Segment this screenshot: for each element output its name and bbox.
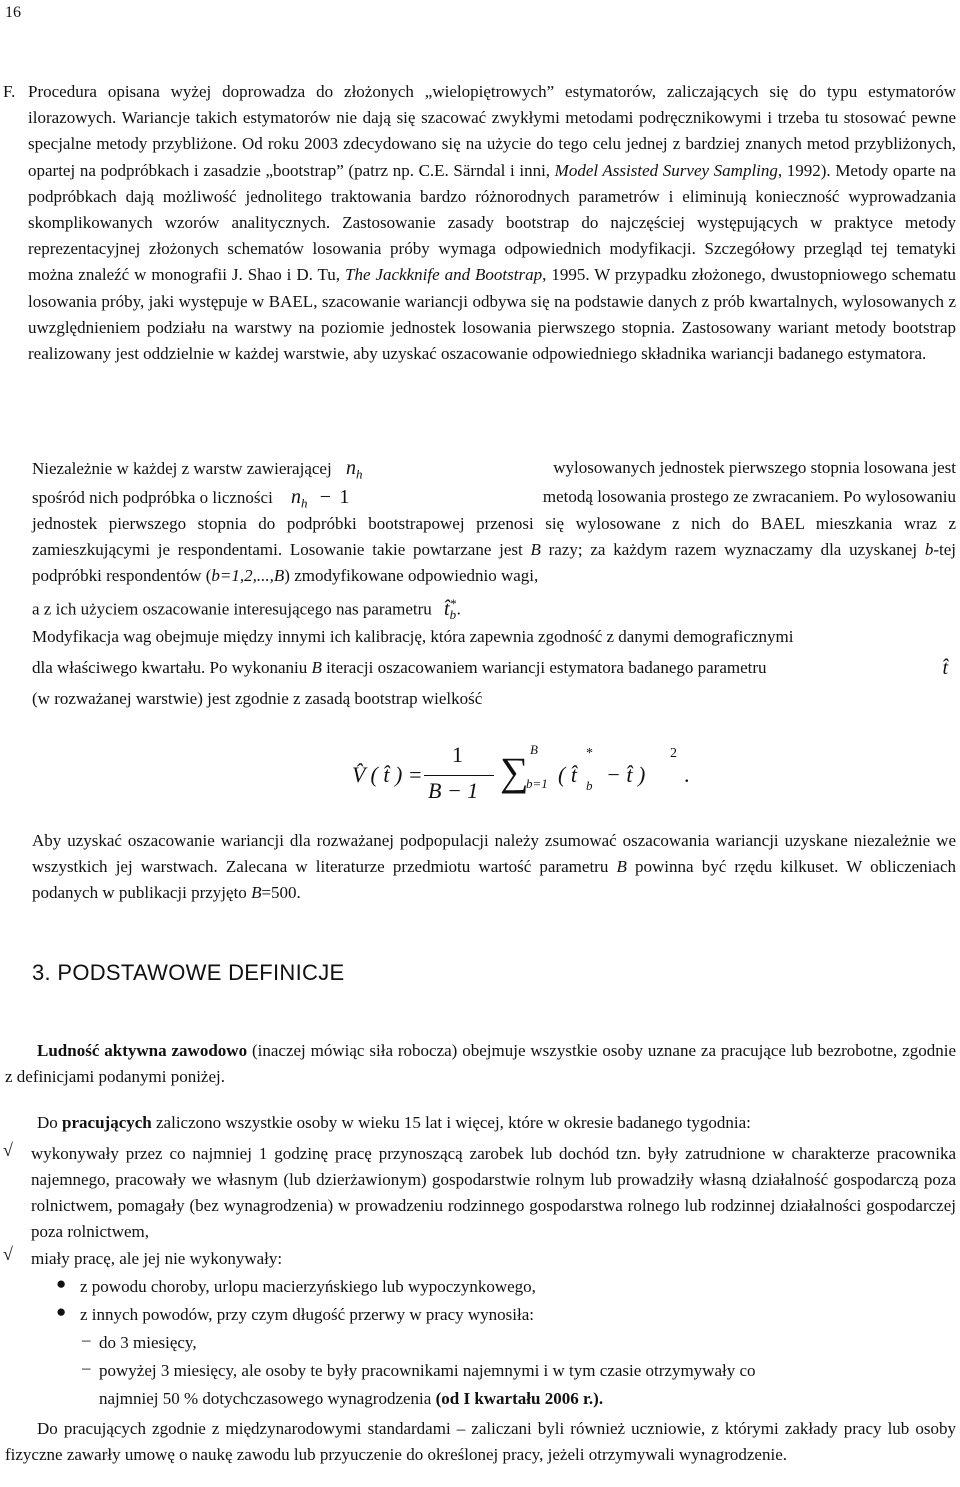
dash-item-2-line2: [99, 1386, 603, 1412]
term-pracujacy: pracujących: [62, 1113, 152, 1132]
math-n: n: [345, 457, 356, 479]
para2-rest-d: ) zmodyfikowane odpowiednio wagi,: [284, 566, 539, 586]
var-B-3: B: [616, 857, 627, 877]
formula-term: ( t̂: [558, 762, 577, 787]
para3-l3: (w rozważanej warstwie) jest zgodnie z zasadą bootstrap wielkość: [32, 689, 483, 708]
paragraph-f-text-1: Procedura opisana wyżej doprowadza do złożonych „wielopiętrowych” estymatorów, zaliczających się do typu estymatorów ilorazowych. Wariancje takich estymatorów nie dają się szacować zwykłymi metodami podręcznikowymi i trzeba tu stosować pewne specjalne metody przybliżone. Od roku 2003 zdecydowano się na użycie do tego celu jednej z bardziej znanych metod przybliżonych, opartej na podpróbkach i zasadzie „bootstrap” (patrz np. C.E. Särndal i inni,: [28, 82, 956, 180]
book-title-jackknife: The Jackknife and Bootstrap: [345, 265, 543, 285]
check-icon: √: [3, 1244, 13, 1264]
para6-pre: Do: [37, 1113, 63, 1132]
math-star: *: [450, 596, 457, 611]
sum-symbol: ∑: [500, 749, 529, 794]
para5-text: (inaczej mówiąc siła robocza) obejmuje wszystkie osoby uznane za pracujące lub bezrobotne, zgodnie z definicjami podanymi poniżej.: [5, 1041, 957, 1087]
math-minus: −: [319, 486, 332, 508]
dash-icon: –: [82, 1330, 91, 1349]
para2-rest-c: -tej podpróbki respondentów (: [32, 540, 956, 586]
para2-line1: [32, 455, 956, 487]
term-ludnosc-aktywna: Ludność aktywna zawodowo: [37, 1041, 248, 1060]
dash-item-1: do 3 miesięcy,: [99, 1333, 197, 1352]
math-n-2: n: [291, 486, 302, 508]
var-range: b=1,2,...,B: [211, 566, 285, 586]
formula-end: .: [684, 762, 690, 787]
variance-formula: [352, 742, 732, 812]
para3-line1: [32, 624, 793, 650]
fraction-bar: [424, 775, 494, 776]
para6-text: zaliczono wszystkie osoby w wieku 15 lat i więcej, które w okresie badanego tygodnia:: [151, 1113, 751, 1132]
math-t-hat-2: t̂: [942, 657, 948, 679]
para3-l2b: iteracji oszacowaniem wariancji estymatora badanego parametru: [326, 658, 767, 677]
para2-rest-b: razy; za każdym razem wyznaczamy dla uzyskanej: [540, 540, 925, 560]
dash-item-2-line1: powyżej 3 miesięcy, ale osoby te były pracownikami najemnymi i w tym czasie otrzymywały co: [99, 1361, 756, 1380]
dash-item-2-text: najmniej 50 % dotychczasowego wynagrodzenia: [99, 1389, 436, 1408]
var-b: b: [924, 540, 934, 560]
bullet-icon: ●: [56, 1302, 67, 1321]
formula-power: 2: [670, 746, 677, 761]
formula-term-sub: b: [586, 778, 593, 793]
var-B-2: B: [311, 658, 322, 677]
bullet-item-1: z powodu choroby, urlopu macierzyńskiego lub wypoczynkowego,: [80, 1277, 536, 1296]
check-icon: √: [3, 1140, 13, 1160]
para2-last-line: [32, 591, 461, 628]
para4-b: powinna być rzędu kilkuset. W obliczeniach podanych w publikacji przyjęto: [32, 857, 956, 903]
para4-a: Aby uzyskać oszacowanie wariancji dla rozważanej podpopulacji należy zsumować oszacowania wariancji uzyskane niezależnie we wszystkich jej warstwach. Zalecana w literaturze przedmiotu wartość parametru: [32, 831, 956, 877]
para3-l1: Modyfikacja wag obejmuje między innymi ich kalibrację, która zapewnia zgodność z danymi demograficznymi: [32, 627, 794, 646]
para2-line2-a: spośród nich podpróbka o liczności: [32, 488, 273, 507]
formula-numerator: 1: [452, 742, 463, 767]
para2-line2-b: metodą losowania prostego ze zwracaniem. Po wylosowaniu: [542, 487, 956, 506]
math-one: 1: [339, 486, 350, 508]
check-item-2: miały pracę, ale jej nie wykonywały:: [31, 1249, 283, 1268]
sum-upper: B: [530, 742, 538, 757]
math-sub-h: h: [355, 466, 363, 482]
book-title-model-assisted: Model Assisted Survey Sampling: [554, 160, 778, 180]
formula-term-rest: − t̂ ): [606, 762, 646, 787]
para4-c: =500.: [261, 883, 301, 903]
para3-line2: [32, 655, 956, 681]
paragraph-f: [28, 79, 956, 367]
math-sub-b: b: [449, 607, 457, 623]
formula-denominator: B − 1: [428, 778, 479, 803]
para2-rest: [32, 511, 956, 590]
para2-last-a: a z ich użyciem oszacowanie interesującego nas parametru: [32, 599, 432, 619]
period: .: [456, 599, 461, 619]
para3-line3: [32, 686, 482, 712]
formula-term-sup: *: [586, 746, 593, 761]
dash-item-2-bold: (od I kwartału 2006 r.).: [435, 1389, 604, 1408]
para5: [5, 1038, 956, 1090]
bullet-icon: ●: [56, 1274, 67, 1293]
paragraph-f-text-3: , 1995. W przypadku złożonego, dwustopniowego schematu losowania próby, jaki występuje w BAEL, szacowanie wariancji odbywa się na podstawie danych z prób kwartalnych, wylosowanych z uwzględnieniem podziału na warstwy na poziomie jednostek losowania pierwszego stopnia. Zastosowany wariant metody bootstrap realizowany jest oddzielnie w każdej warstwie, aby uzyskać oszacowanie odpowiedniego składnika wariancji badanego estymatora.: [28, 265, 956, 364]
para2-line1-b: wylosowanych jednostek pierwszego stopnia losowana jest: [553, 458, 956, 477]
paragraph-f-text-2: , 1992). Metody oparte na podpróbkach dają możliwość jednolitego traktowania bardzo różnorodnych parametrów i eliminują konieczność wyprowadzania skomplikowanych wzorów analitycznych. Zastosowanie zasady bootstrap do najczęściej występujących w praktyce metody reprezentacyjnej złożonych schematów losowania próby wymaga odpowiednich modyfikacji. Szczegółowy przegląd tej tematyki można znaleźć w monografii J. Shao i D. Tu,: [28, 160, 956, 285]
dash-icon: –: [82, 1358, 91, 1377]
para7: Do pracujących zgodnie z międzynarodowymi standardami – zaliczani byli również uczniowie, z którymi zakłady pracy lub osoby fizyczne zawarły umowę o naukę zawodu lub przyuczenie do określonej pracy, jeżeli otrzymywali wynagrodzenie.: [5, 1419, 956, 1465]
para4: [32, 828, 956, 907]
math-t-hat: t̂: [444, 597, 450, 620]
para3-l2a: dla właściwego kwartału. Po wykonaniu: [32, 658, 308, 677]
var-B: B: [530, 540, 541, 560]
check-item-1: wykonywały przez co najmniej 1 godzinę pracę przynoszącą zarobek lub dochód tzn. były zatrudnione w charakterze pracownika najemnego, pracowały we własnym (lub dzierżawionym) gospodarstwie rolnym lub prowadziły własną działalność gospodarczą poza rolnictwem, pomagały (bez wynagrodzenia) w prowadzeniu rodzinnego gospodarstwa rolnego lub rodzinnej działalności gospodarczej poza rolnictwem,: [31, 1144, 956, 1241]
para2-rest-a: jednostek pierwszego stopnia do podpróbki bootstrapowej przenosi się wylosowane z nich do BAEL mieszkania wraz z zamieszkującymi je respondentami. Losowanie takie powtarzane jest: [32, 514, 956, 560]
para2-line1-a: Niezależnie w każdej z warstw zawierającej: [32, 459, 332, 478]
formula-lhs: V̂ ( t̂ ) =: [352, 762, 423, 787]
section-heading: 3. PODSTAWOWE DEFINICJE: [32, 960, 345, 985]
paragraph-f-label: F.: [3, 82, 16, 101]
sum-lower: b=1: [526, 776, 548, 791]
page-number: 16: [5, 4, 21, 21]
para6: [37, 1110, 751, 1136]
bullet-item-2: z innych powodów, przy czym długość przerwy w pracy wynosiła:: [80, 1305, 534, 1324]
math-sub-h-2: h: [301, 495, 308, 511]
var-B-4: B: [251, 883, 262, 903]
